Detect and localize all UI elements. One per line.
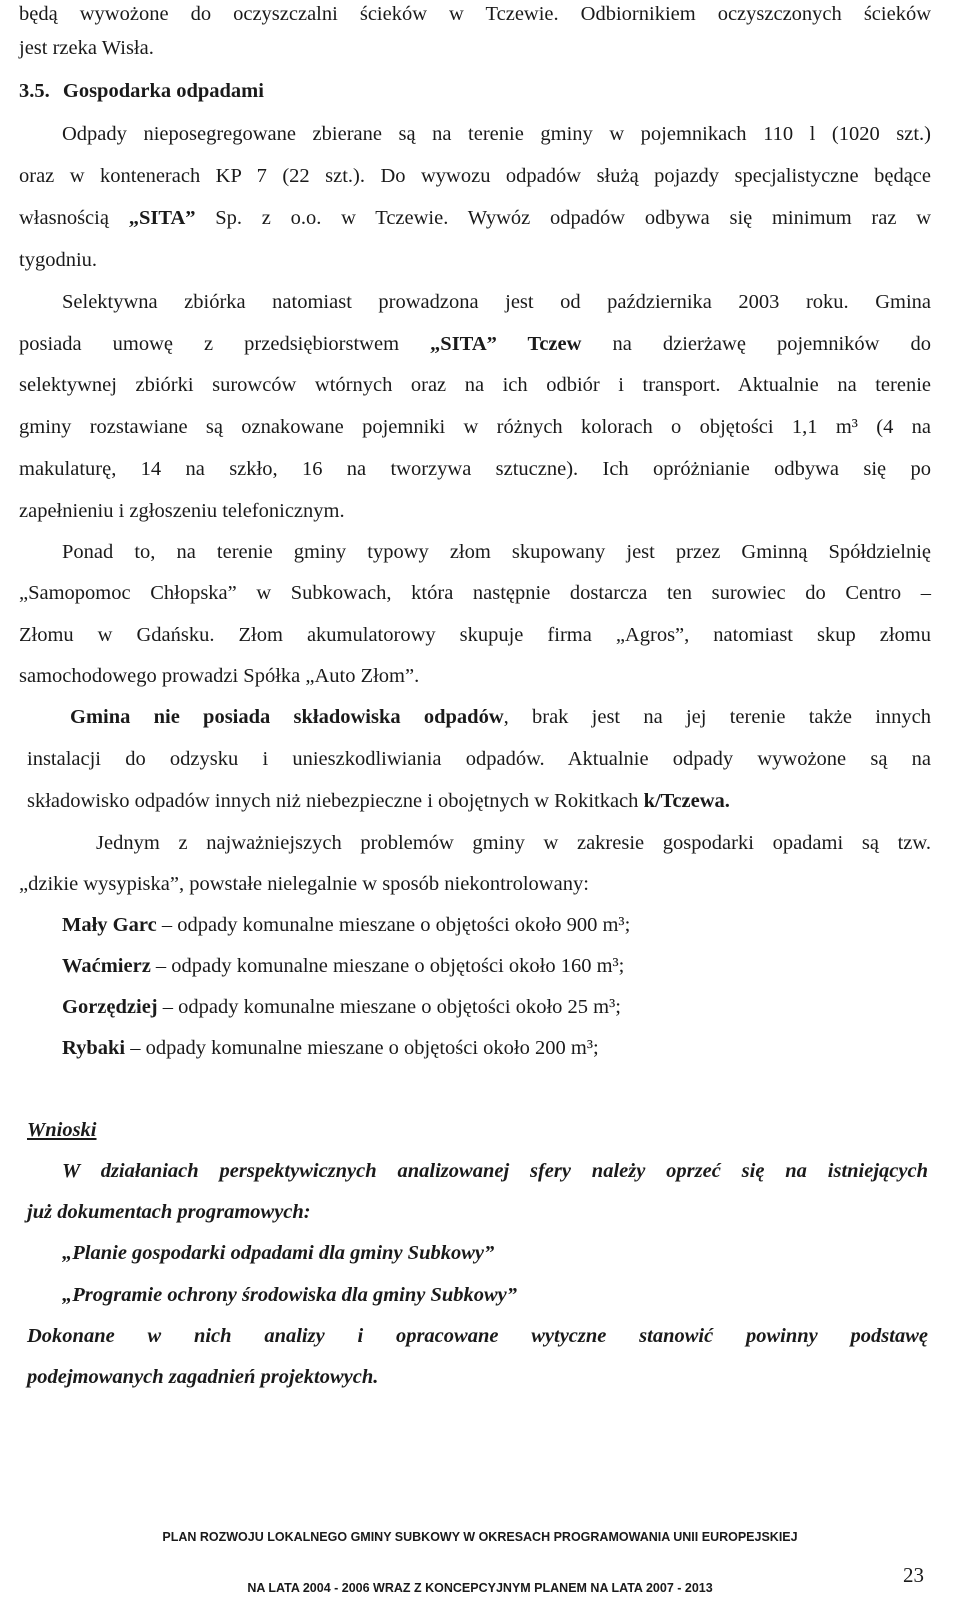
paragraph-line: Złomu w Gdańsku. Złom akumulatorowy skupuje firma „Agros”, natomiast skup złomu <box>19 624 931 646</box>
conclusion-line: W działaniach perspektywicznych analizowanej sfery należy oprzeć się na istniejących <box>62 1160 928 1182</box>
location-name: k/Tczewa. <box>643 790 730 812</box>
paragraph-line: „dzikie wysypiska”, powstałe nielegalnie w sposób niekontrolowany: <box>19 873 589 895</box>
paragraph-line: tygodniu. <box>19 249 98 271</box>
dump-name: Waćmierz <box>62 955 151 977</box>
highlight-statement: Gmina nie posiada składowiska odpadów <box>70 706 504 728</box>
conclusion-line: już dokumentach programowych: <box>27 1201 311 1223</box>
section-heading <box>19 76 264 106</box>
paragraph-line: zapełnieniu i zgłoszeniu telefonicznym. <box>19 500 345 522</box>
list-item: Waćmierz – odpady komunalne mieszane o objętości około 160 m³; <box>62 955 625 977</box>
paragraph-line: „Samopomoc Chłopska” w Subkowach, która następnie dostarcza ten surowiec do Centro – <box>19 582 931 604</box>
paragraph-line: własnością „SITA” Sp. z o.o. w Tczewie. Wywóz odpadów odbywa się minimum raz w <box>19 207 931 229</box>
paragraph-line: oraz w kontenerach KP 7 (22 szt.). Do wywozu odpadów służą pojazdy specjalistyczne będące <box>19 165 931 187</box>
page-number: 23 <box>903 1563 924 1587</box>
list-item: Mały Garc – odpady komunalne mieszane o objętości około 900 m³; <box>62 914 631 936</box>
conclusion-document: „Programie ochrony środowiska dla gminy Subkowy” <box>62 1284 518 1306</box>
dump-name: Rybaki <box>62 1037 126 1059</box>
list-item: Gorzędziej – odpady komunalne mieszane o objętości około 25 m³; <box>62 996 621 1018</box>
paragraph-line: makulaturę, 14 na szkło, 16 na tworzywa sztuczne). Ich opróżnianie odbywa się po <box>19 458 931 480</box>
company-name: „SITA” <box>128 207 196 229</box>
paragraph-line: Selektywna zbiórka natomiast prowadzona jest od października 2003 roku. Gmina <box>62 291 931 313</box>
dump-name: Mały Garc <box>62 914 157 936</box>
conclusion-document: „Planie gospodarki odpadami dla gminy Subkowy” <box>62 1242 495 1264</box>
conclusions-heading: Wnioski <box>27 1119 97 1141</box>
paragraph-line: Gmina nie posiada składowiska odpadów, brak jest na jej terenie także innych <box>70 706 931 728</box>
conclusion-line: Dokonane w nich analizy i opracowane wytyczne stanowić powinny podstawę <box>27 1325 928 1347</box>
company-name: „SITA” Tczew <box>430 333 582 355</box>
section-number: 3.5. <box>19 80 50 102</box>
paragraph-line: będą wywożone do oczyszczalni ścieków w Tczewie. Odbiornikiem oczyszczonych ścieków <box>19 3 931 25</box>
paragraph-line: Ponad to, na terenie gminy typowy złom skupowany jest przez Gminną Spółdzielnię <box>62 541 931 563</box>
paragraph-line: posiada umowę z przedsiębiorstwem „SITA” Tczew na dzierżawę pojemników do <box>19 333 931 355</box>
paragraph-line: samochodowego prowadzi Spółka „Auto Złom”. <box>19 665 420 687</box>
section-title: Gospodarka odpadami <box>62 80 264 102</box>
paragraph-line: gminy rozstawiane są oznakowane pojemniki w różnych kolorach o objętości 1,1 m³ (4 na <box>19 416 931 438</box>
paragraph-line: Jednym z najważniejszych problemów gminy w zakresie gospodarki opadami są tzw. <box>96 832 931 854</box>
conclusion-line: podejmowanych zagadnień projektowych. <box>27 1366 379 1388</box>
paragraph-line: selektywnej zbiórki surowców wtórnych oraz na ich odbiór i transport. Aktualnie na terenie <box>19 374 931 396</box>
paragraph-line: Odpady nieposegregowane zbierane są na terenie gminy w pojemnikach 110 l (1020 szt.) <box>62 123 931 145</box>
footer-subtitle: NA LATA 2004 - 2006 WRAZ Z KONCEPCYJNYM PLANEM NA LATA 2007 - 2013 <box>247 1581 713 1595</box>
footer-title: PLAN ROZWOJU LOKALNEGO GMINY SUBKOWY W OKRESACH PROGRAMOWANIA UNII EUROPEJSKIEJ <box>162 1530 798 1544</box>
dump-name: Gorzędziej <box>62 996 158 1018</box>
paragraph-line: składowisko odpadów innych niż niebezpieczne i obojętnych w Rokitkach k/Tczewa. <box>27 790 730 812</box>
paragraph-line: jest rzeka Wisła. <box>19 37 154 59</box>
list-item: Rybaki – odpady komunalne mieszane o objętości około 200 m³; <box>62 1037 599 1059</box>
paragraph-line: instalacji do odzysku i unieszkodliwiania odpadów. Aktualnie odpady wywożone są na <box>27 748 931 770</box>
